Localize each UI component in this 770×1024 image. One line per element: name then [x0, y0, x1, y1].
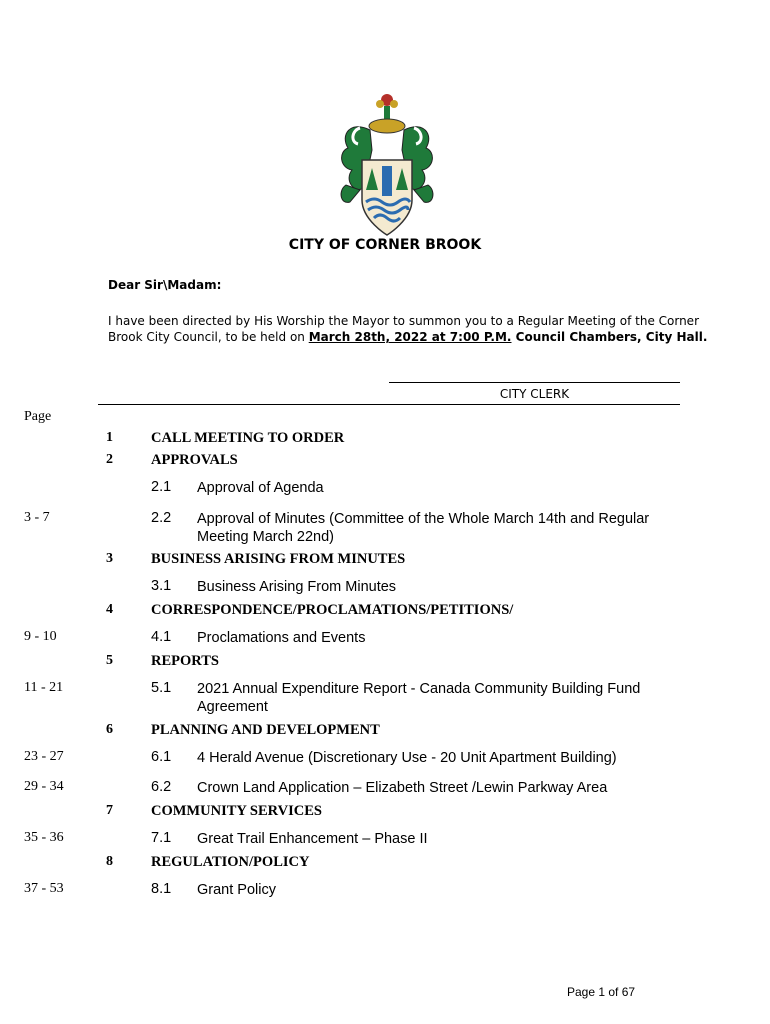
item-pages: 29 - 34 — [24, 779, 64, 794]
section-title: REPORTS — [151, 653, 219, 669]
page-column-header: Page — [24, 409, 52, 424]
item-pages: 9 - 10 — [24, 629, 57, 644]
item-number: 3.1 — [151, 578, 172, 594]
section-title: COMMUNITY SERVICES — [151, 803, 322, 819]
page-footer: Page 1 of 67 — [567, 985, 636, 999]
item-pages: 11 - 21 — [24, 680, 64, 695]
item-pages: 37 - 53 — [24, 881, 64, 896]
item-title: Crown Land Application – Elizabeth Street /Lewin Parkway Area — [197, 780, 608, 796]
item-title: Approval of Minutes (Committee of the Whole March 14th and Regular Meeting March 22nd) — [197, 511, 650, 545]
intro-paragraph — [108, 313, 708, 345]
section-number: 3 — [106, 551, 113, 566]
signature-title: CITY CLERK — [499, 387, 570, 401]
signature-divider — [98, 404, 680, 405]
section-number: 4 — [106, 602, 113, 617]
signature-line — [389, 382, 680, 383]
item-number: 8.1 — [151, 881, 172, 897]
section-number: 5 — [106, 653, 113, 668]
section-number: 1 — [106, 430, 113, 445]
section-title: APPROVALS — [151, 452, 238, 468]
item-title: Approval of Agenda — [197, 480, 324, 496]
section-title: BUSINESS ARISING FROM MINUTES — [151, 551, 406, 567]
item-title: 4 Herald Avenue (Discretionary Use - 20 Unit Apartment Building) — [197, 750, 617, 766]
item-number: 7.1 — [151, 830, 172, 846]
section-title: REGULATION/POLICY — [151, 854, 310, 870]
meeting-datetime: March 28th, 2022 at 7:00 P.M. — [308, 330, 512, 344]
item-title: Proclamations and Events — [197, 630, 366, 646]
item-pages: 3 - 7 — [24, 510, 50, 525]
item-number: 2.2 — [151, 510, 172, 526]
city-crest-logo — [330, 90, 440, 240]
item-title: 2021 Annual Expenditure Report - Canada Community Building Fund Agreement — [197, 681, 641, 715]
item-number: 6.2 — [151, 779, 172, 795]
item-title: Great Trail Enhancement – Phase II — [197, 831, 428, 847]
section-number: 7 — [106, 803, 113, 818]
item-pages: 35 - 36 — [24, 830, 64, 845]
item-number: 5.1 — [151, 680, 172, 696]
section-title: CORRESPONDENCE/PROCLAMATIONS/PETITIONS/ — [151, 602, 514, 618]
intro-text: I have been directed by His Worship the Mayor to summon you to a Regular Meeting of the Corner Brook City Council, to be held on — [108, 314, 699, 344]
item-pages: 23 - 27 — [24, 749, 64, 764]
document-title: CITY OF CORNER BROOK — [288, 237, 482, 253]
salutation: Dear Sir\Madam: — [108, 278, 222, 292]
section-title: CALL MEETING TO ORDER — [151, 430, 345, 446]
section-number: 8 — [106, 854, 113, 869]
section-number: 2 — [106, 452, 113, 467]
item-number: 2.1 — [151, 479, 172, 495]
item-title: Business Arising From Minutes — [197, 579, 397, 595]
section-number: 6 — [106, 722, 113, 737]
section-title: PLANNING AND DEVELOPMENT — [151, 722, 380, 738]
item-number: 4.1 — [151, 629, 172, 645]
meeting-location: Council Chambers, City Hall. — [511, 330, 708, 344]
item-number: 6.1 — [151, 749, 172, 765]
item-title: Grant Policy — [197, 882, 276, 898]
